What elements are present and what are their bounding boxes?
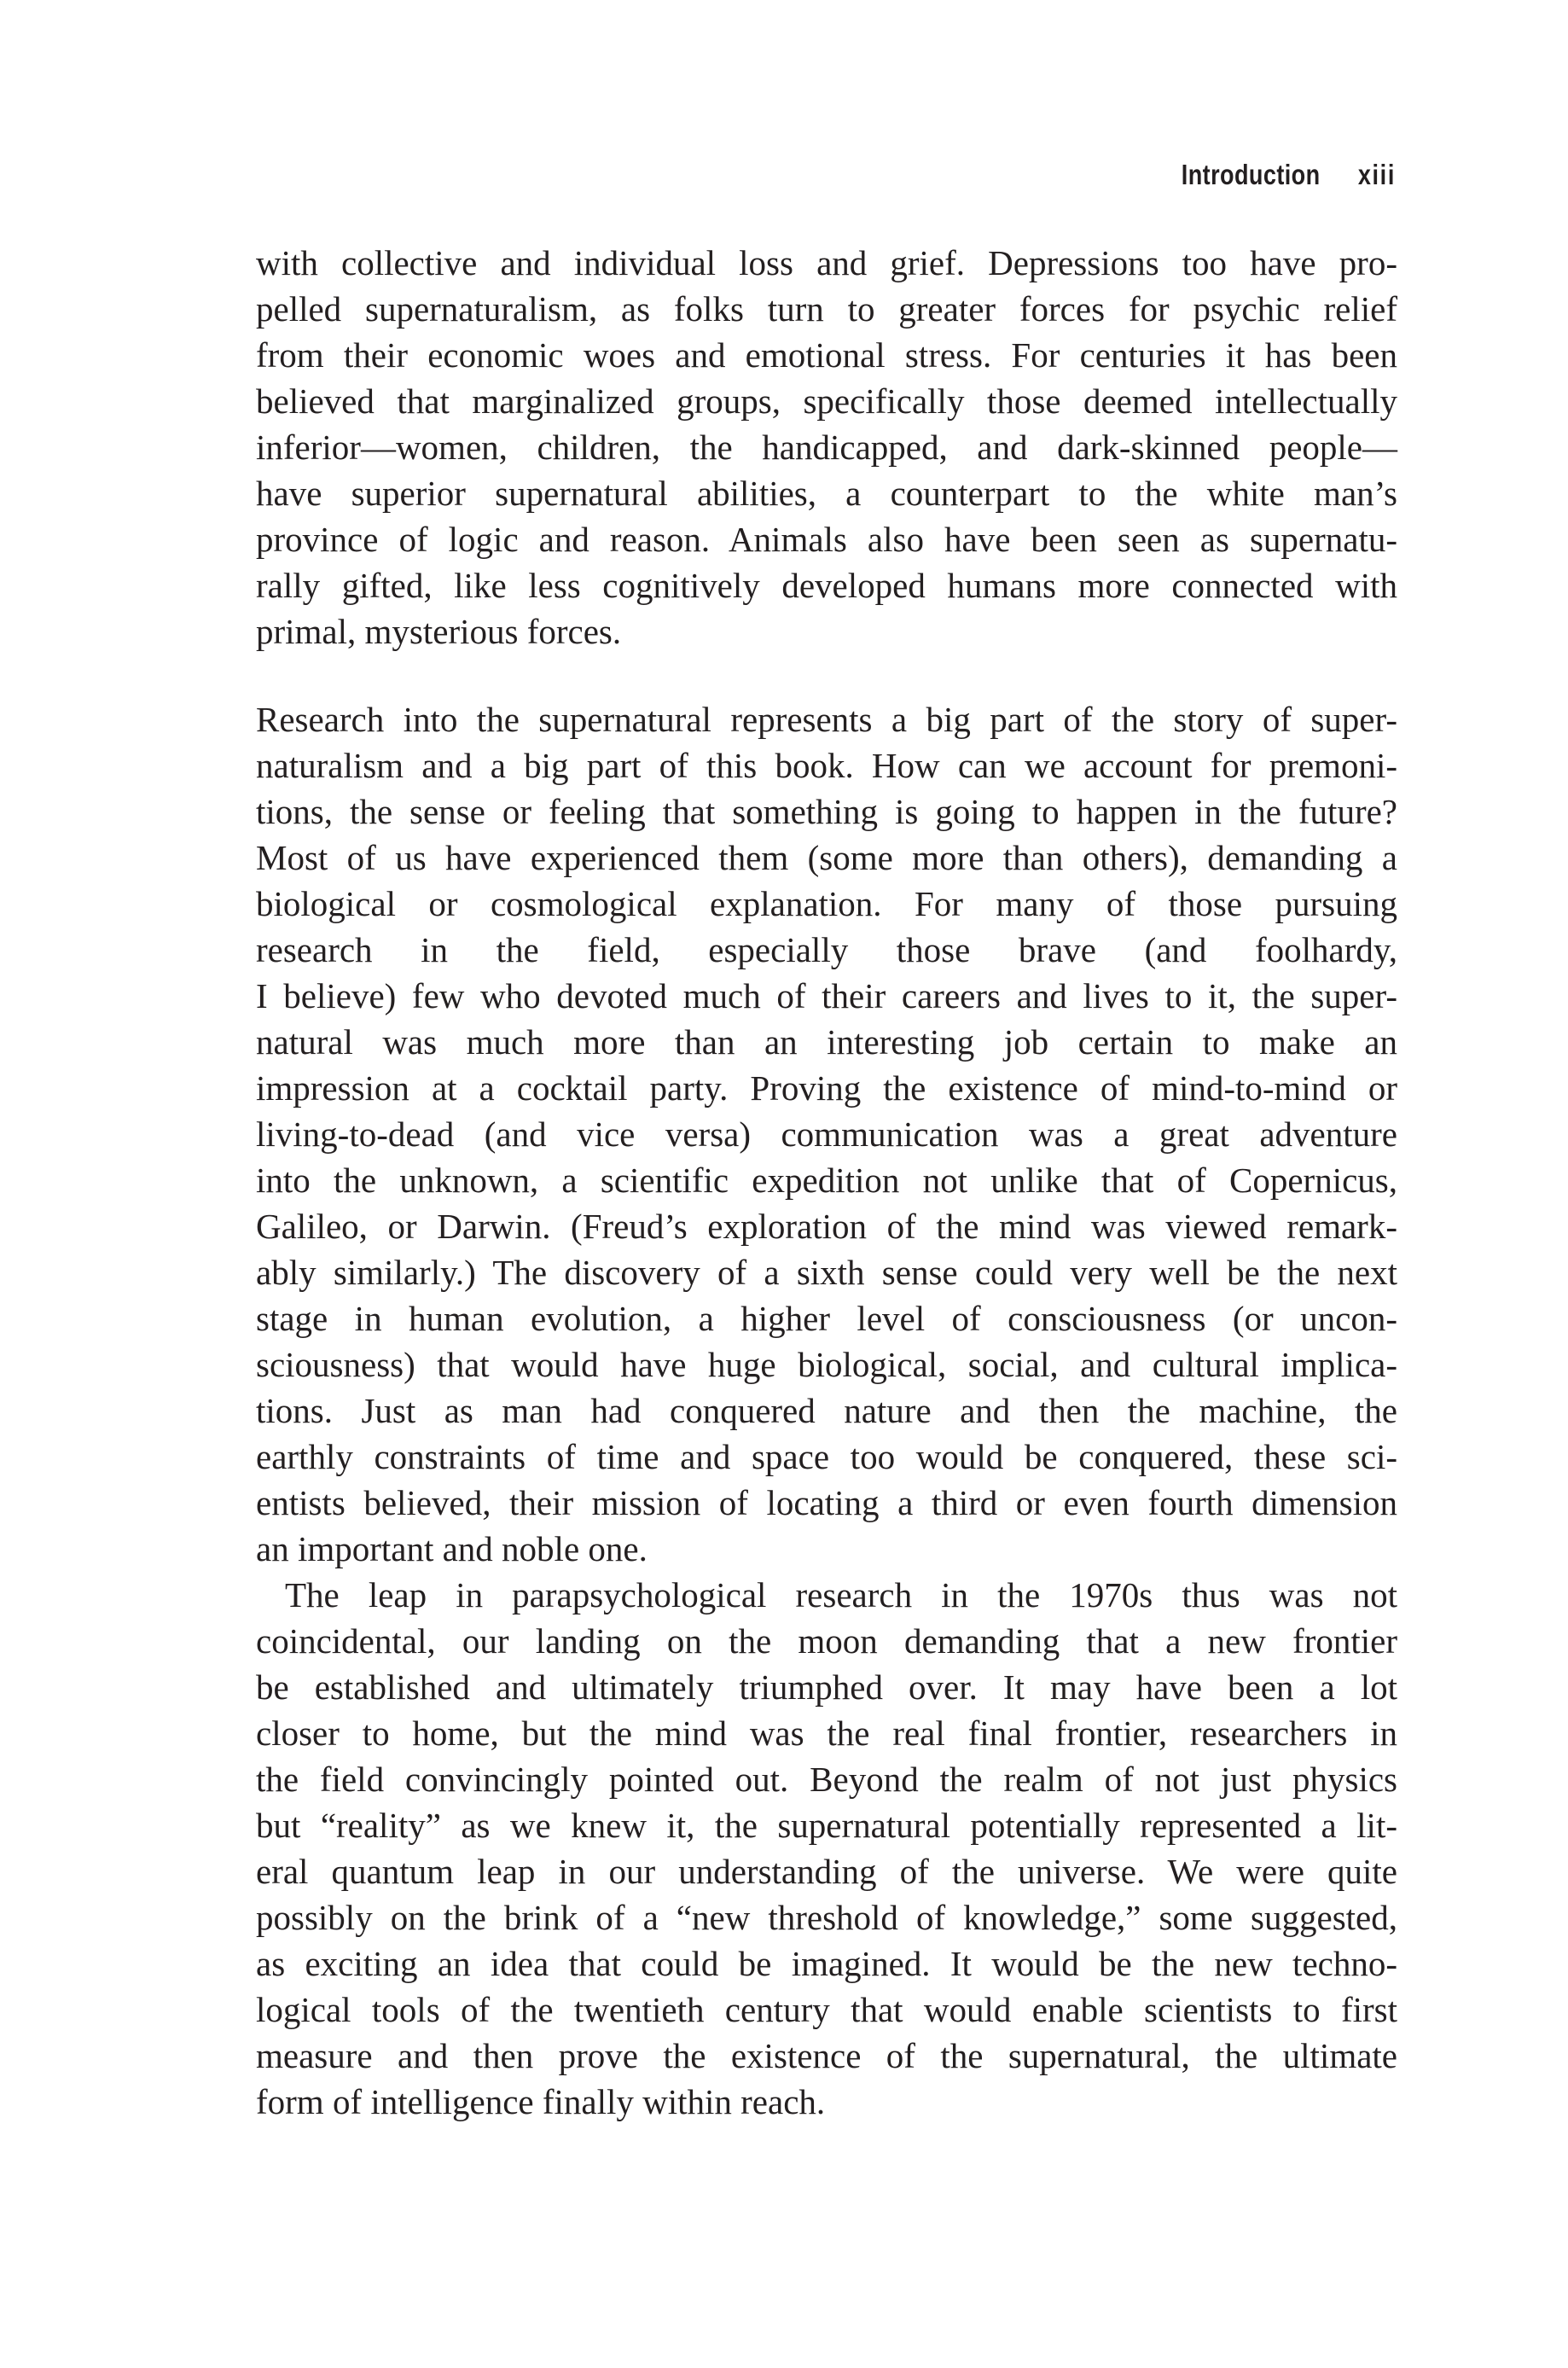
text-line: possibly on the brink of a “new threshold of knowledge,” some suggested, [256, 1898, 1397, 1937]
text-line: believed that marginalized groups, specifically those deemed intellectually [256, 381, 1397, 421]
text-line: entists believed, their mission of locating a third or even fourth dimension [256, 1483, 1397, 1522]
text-line: sciousness) that would have huge biological, social, and cultural implica- [256, 1345, 1397, 1384]
text-line: The leap in parapsychological research in the 1970s thus was not [285, 1575, 1397, 1615]
text-line: tions, the sense or feeling that something is going to happen in the future? [256, 792, 1397, 831]
text-line: living-to-dead (and vice versa) communication was a great adventure [256, 1114, 1397, 1154]
paragraph-3 [256, 1572, 1397, 2125]
text-line: eral quantum leap in our understanding of the universe. We were quite [256, 1852, 1397, 1891]
text-line: earthly constraints of time and space too would be conquered, these sci- [256, 1437, 1397, 1476]
chapter-title: Introduction [1181, 159, 1321, 190]
text-line: have superior supernatural abilities, a counterpart to the white man’s [256, 474, 1397, 513]
paragraph-1 [256, 240, 1397, 655]
text-line: into the unknown, a scientific expedition not unlike that of Copernicus, [256, 1161, 1397, 1200]
text-line: Galileo, or Darwin. (Freud’s exploration of the mind was viewed remark- [256, 1207, 1397, 1246]
text-line: Most of us have experienced them (some more than others), demanding a [256, 838, 1397, 877]
text-line: stage in human evolution, a higher level of consciousness (or uncon- [256, 1299, 1397, 1338]
text-line: but “reality” as we knew it, the supernatural potentially represented a lit- [256, 1806, 1397, 1845]
text-line: biological or cosmological explanation. For many of those pursuing [256, 884, 1397, 923]
text-line: logical tools of the twentieth century that would enable scientists to first [256, 1990, 1397, 2029]
text-line: impression at a cocktail party. Proving the existence of mind-to-mind or [256, 1068, 1397, 1108]
text-line: with collective and individual loss and grief. Depressions too have pro- [256, 243, 1397, 282]
text-line: inferior—women, children, the handicapped, and dark-skinned people— [256, 428, 1397, 467]
text-line: form of intelligence finally within reach. [256, 2082, 826, 2121]
text-line: closer to home, but the mind was the real final frontier, researchers in [256, 1713, 1397, 1753]
text-line: tions. Just as man had conquered nature and then the machine, the [256, 1391, 1397, 1430]
text-line: research in the field, especially those brave (and foolhardy, [256, 930, 1397, 969]
text-line: naturalism and a big part of this book. How can we account for premoni- [256, 746, 1397, 785]
running-head [1160, 156, 1396, 194]
text-line: an important and noble one. [256, 1529, 648, 1568]
text-line: pelled supernaturalism, as folks turn to greater forces for psychic relief [256, 289, 1397, 329]
text-line: I believe) few who devoted much of their careers and lives to it, the super- [256, 976, 1397, 1015]
text-line: Research into the supernatural represents a big part of the story of super- [256, 700, 1397, 739]
text-line: rally gifted, like less cognitively developed humans more connected with [256, 566, 1397, 605]
text-line: natural was much more than an interesting job certain to make an [256, 1022, 1397, 1062]
section-break [256, 655, 1397, 696]
text-line: measure and then prove the existence of the supernatural, the ultimate [256, 2036, 1397, 2075]
text-line: ably similarly.) The discovery of a sixth sense could very well be the next [256, 1253, 1397, 1292]
paragraph-2 [256, 696, 1397, 1572]
text-line: coincidental, our landing on the moon demanding that a new frontier [256, 1621, 1397, 1661]
page-number: xiii [1357, 159, 1396, 190]
text-line: from their economic woes and emotional stress. For centuries it has been [256, 335, 1397, 375]
text-line: primal, mysterious forces. [256, 612, 622, 651]
text-line: province of logic and reason. Animals also have been seen as supernatu- [256, 520, 1397, 559]
text-line: the field convincingly pointed out. Beyond the realm of not just physics [256, 1760, 1397, 1799]
text-line: as exciting an idea that could be imagined. It would be the new techno- [256, 1944, 1397, 1983]
body-text [256, 240, 1397, 2125]
text-line: be established and ultimately triumphed over. It may have been a lot [256, 1667, 1397, 1707]
